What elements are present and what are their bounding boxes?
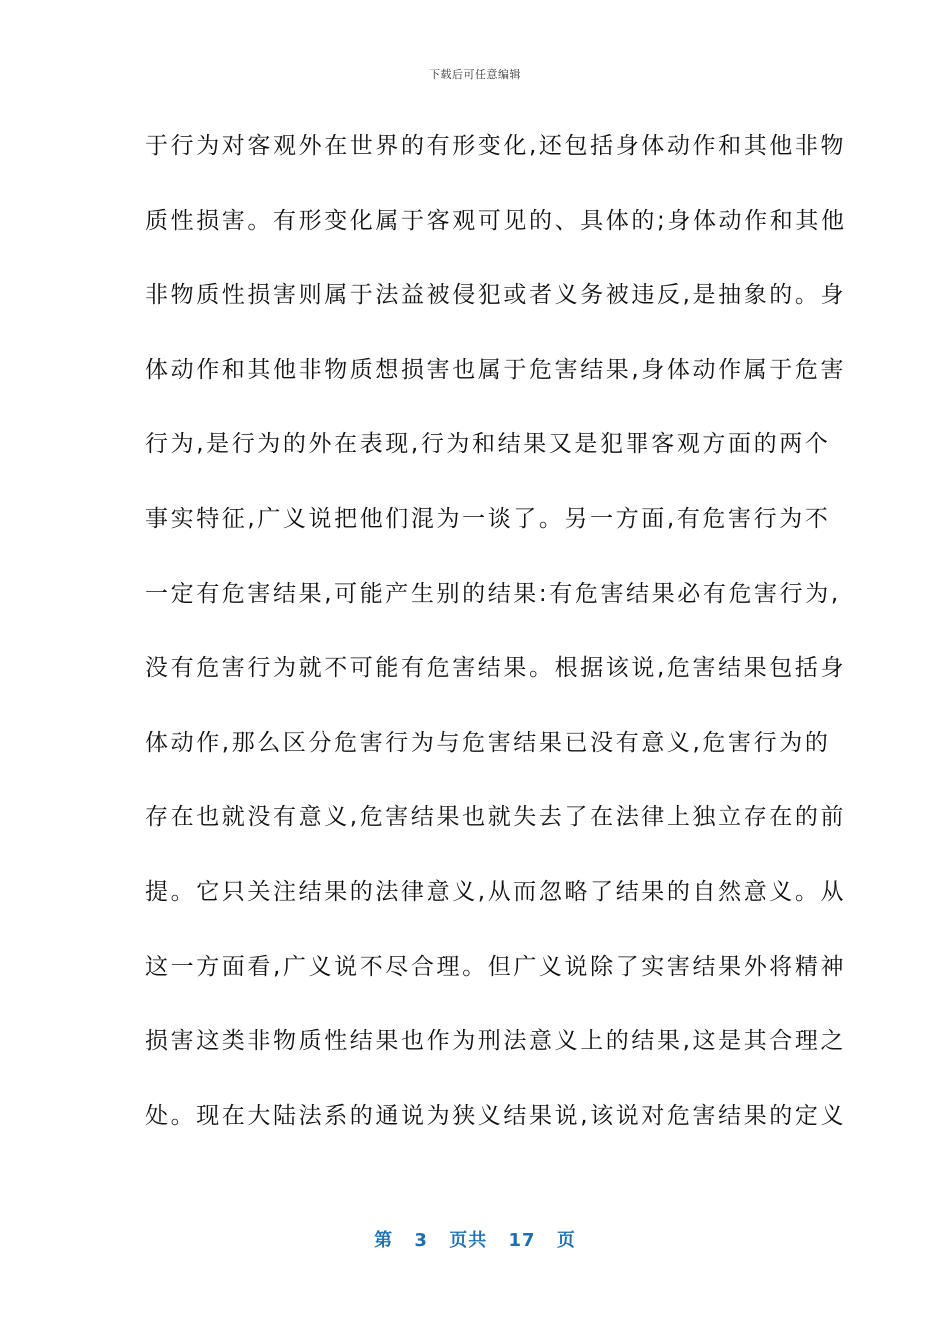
total-pages-number: 17 xyxy=(508,1230,536,1251)
page-header: 下载后可任意编辑 xyxy=(429,68,521,81)
text-line-3: 非物质性损害则属于法益被侵犯或者义务被违反,是抽象的。身 xyxy=(145,282,847,309)
text-line-10: 存在也就没有意义,危害结果也就失去了在法律上独立存在的前 xyxy=(145,804,847,831)
text-line-13: 损害这类非物质性结果也作为刑法意义上的结果,这是其合理之 xyxy=(145,1028,847,1055)
text-line-12: 这一方面看,广义说不尽合理。但广义说除了实害结果外将精神 xyxy=(145,953,847,980)
text-line-1: 于行为对客观外在世界的有形变化,还包括身体动作和其他非物 xyxy=(145,133,847,159)
text-line-4: 体动作和其他非物质想损害也属于危害结果,身体动作属于危害 xyxy=(145,356,847,383)
text-line-11: 提。它只关注结果的法律意义,从而忽略了结果的自然意义。从 xyxy=(145,878,847,905)
footer-middle: 页共 xyxy=(449,1230,488,1251)
body-text xyxy=(145,124,847,1168)
text-line-6: 事实特征,广义说把他们混为一谈了。另一方面,有危害行为不 xyxy=(145,505,831,532)
page-footer xyxy=(0,1226,950,1252)
text-line-14: 处。现在大陆法系的通说为狭义结果说,该说对危害结果的定义 xyxy=(145,1102,847,1129)
text-line-9: 体动作,那么区分危害行为与危害结果已没有意义,危害行为的 xyxy=(145,729,831,756)
footer-suffix: 页 xyxy=(556,1230,576,1251)
text-line-5: 行为,是行为的外在表现,行为和结果又是犯罪客观方面的两个 xyxy=(145,431,831,458)
footer-prefix: 第 xyxy=(374,1230,394,1251)
text-line-2: 质性损害。有形变化属于客观可见的、具体的;身体动作和其他 xyxy=(145,207,847,234)
current-page-number: 3 xyxy=(414,1230,428,1251)
text-line-8: 没有危害行为就不可能有危害结果。根据该说,危害结果包括身 xyxy=(145,655,847,682)
text-line-7: 一定有危害结果,可能产生别的结果:有危害结果必有危害行为, xyxy=(145,580,841,607)
